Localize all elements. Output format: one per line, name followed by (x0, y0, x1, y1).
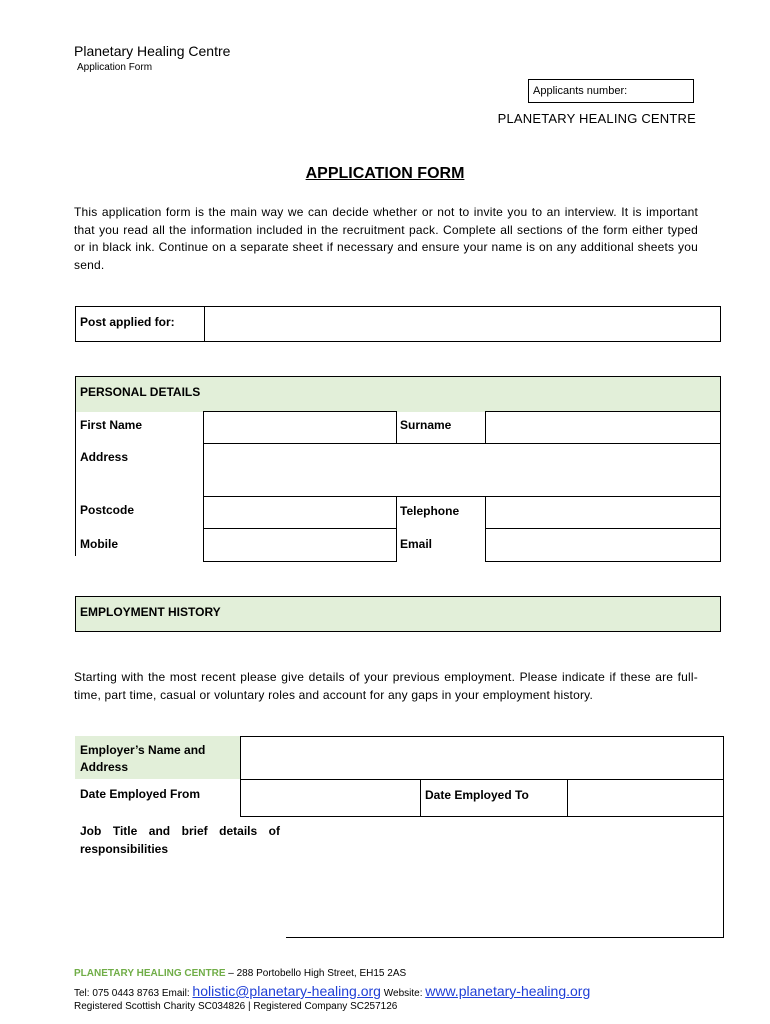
telephone-label: Telephone (400, 504, 460, 518)
employment-intro: Starting with the most recent please give details of your previous employment. Please indicate if these are full-time, part time, casual or voluntary roles and account for any gaps in your employment history. (74, 670, 698, 702)
page-title-text: APPLICATION FORM (305, 165, 465, 182)
form-subtitle: Application Form (77, 62, 153, 73)
date-to-label: Date Employed To (425, 788, 529, 802)
post-applied-label: Post applied for: (80, 315, 175, 329)
postcode-input[interactable] (203, 496, 397, 529)
intro-paragraph: This application form is the main way we can decide whether or not to invite you to an interview. It is important that you read all the information included in the recruitment pack. Complete all sections of the form either typed or in black ink. Continue on a separate sheet if necessary and ensure your name is on any additional sheets you send. (74, 205, 698, 272)
mobile-input[interactable] (203, 528, 397, 562)
left-rule (75, 376, 76, 556)
job-title-label: Job Title and brief details of responsibilities (80, 824, 280, 856)
organisation-name: Planetary Healing Centre (74, 43, 231, 59)
email-input[interactable] (485, 528, 721, 562)
footer-email-link[interactable]: holistic@planetary-healing.org (192, 983, 381, 999)
date-to-label-cell (420, 779, 568, 817)
address-label: Address (80, 450, 129, 464)
telephone-input[interactable] (485, 496, 721, 529)
date-from-label: Date Employed From (80, 787, 201, 801)
footer-address-line (74, 968, 406, 979)
job-title-input[interactable] (286, 816, 724, 938)
employment-history-heading (75, 596, 721, 632)
employer-label: Employer’s Name and Address (80, 743, 206, 774)
footer-website-label: Website: (380, 988, 426, 999)
personal-details-title: PERSONAL DETAILS (80, 385, 201, 399)
page-title (0, 165, 770, 183)
footer-address: – 288 Portobello High Street, EH15 2AS (225, 968, 407, 979)
employer-input[interactable] (240, 736, 724, 780)
first-name-input[interactable] (203, 411, 397, 444)
footer-contact-line (74, 983, 590, 999)
centre-name: PLANETARY HEALING CENTRE (497, 111, 696, 126)
employer-label-cell (75, 736, 241, 779)
post-applied-input[interactable] (205, 307, 720, 341)
footer-registration: Registered Scottish Charity SC034826 | Registered Company SC257126 (74, 1001, 398, 1012)
applicants-number-field[interactable] (528, 79, 694, 103)
personal-details-heading (75, 376, 721, 412)
footer-tel: Tel: 075 0443 8763 Email: (74, 988, 193, 999)
mobile-label: Mobile (80, 537, 118, 551)
post-applied-row (75, 306, 721, 342)
footer-website-link[interactable]: www.planetary-healing.org (425, 983, 591, 999)
first-name-label: First Name (80, 418, 143, 432)
email-label: Email (400, 537, 433, 551)
date-from-input[interactable] (240, 779, 421, 817)
postcode-label: Postcode (80, 503, 135, 517)
employment-history-title: EMPLOYMENT HISTORY (80, 605, 221, 619)
date-to-input[interactable] (567, 779, 724, 817)
surname-label: Surname (400, 418, 452, 432)
footer-org: PLANETARY HEALING CENTRE (74, 968, 226, 979)
applicants-number-label: Applicants number: (533, 85, 628, 97)
surname-input[interactable] (485, 411, 721, 444)
address-input[interactable] (203, 443, 721, 497)
